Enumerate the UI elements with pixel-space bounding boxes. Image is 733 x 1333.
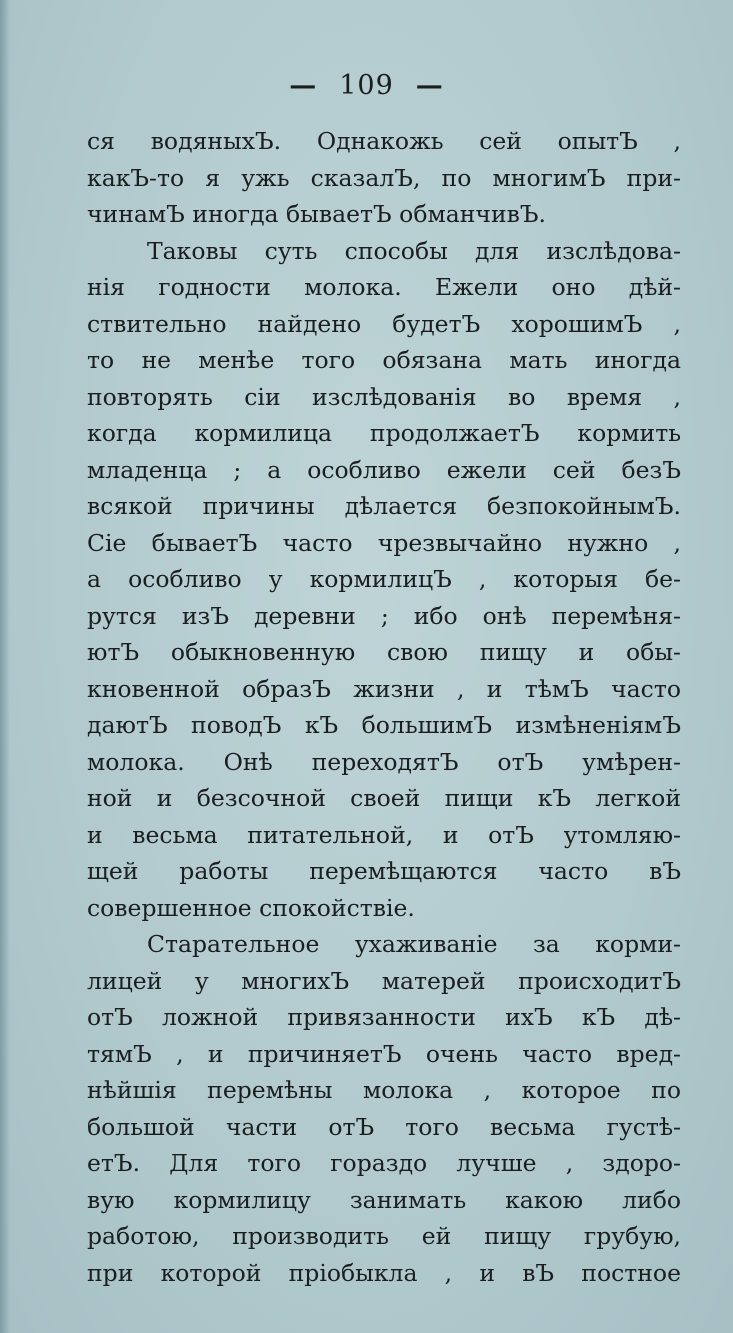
header-dash-left: — bbox=[289, 70, 318, 101]
text-line: отЪ ложной привязанности ихЪ кЪ дѣ- bbox=[87, 1003, 681, 1031]
text-line: совершенное спокойствіе. bbox=[87, 893, 415, 922]
text-line: ютЪ обыкновенную свою пищу и обы- bbox=[87, 638, 681, 666]
text-line: при которой пріобыкла , и вЪ постное bbox=[87, 1258, 681, 1287]
body-text bbox=[87, 123, 681, 1291]
text-line: тямЪ , и причиняетЪ очень часто вред- bbox=[87, 1039, 681, 1068]
text-line: рутся изЪ деревни ; ибо онѣ перемѣня- bbox=[87, 601, 681, 630]
text-line: когда кормилица продолжаетЪ кормить bbox=[87, 419, 681, 447]
header-dash-right: — bbox=[415, 70, 444, 101]
text-line: работою, производить ей пищу грубую, bbox=[87, 1222, 681, 1250]
text-line: всякой причины дѣлается безпокойнымЪ. bbox=[87, 492, 681, 520]
text-line: младенца ; а особливо ежели сей безЪ bbox=[87, 455, 681, 484]
text-line: ной и безсочной своей пищи кЪ легкой bbox=[87, 784, 681, 812]
text-line: какЪ-то я ужь сказалЪ, по многимЪ при- bbox=[87, 163, 681, 192]
text-line: а особливо у кормилицЪ , которыя бе- bbox=[87, 565, 681, 593]
page-number: 109 bbox=[339, 70, 394, 101]
text-line: нѣйшія перемѣны молока , которое по bbox=[87, 1076, 681, 1104]
text-line: Таковы суть способы для изслѣдова- bbox=[147, 236, 681, 265]
text-line: етЪ. Для того гораздо лучше , здоро- bbox=[87, 1149, 681, 1177]
page-header bbox=[0, 70, 733, 101]
text-line: ствительно найдено будетЪ хорошимЪ , bbox=[87, 309, 681, 338]
text-line: повторять сіи изслѣдованія во время , bbox=[87, 382, 681, 411]
text-line: ся водяныхЪ. Однакожь сей опытЪ , bbox=[87, 127, 681, 155]
text-line: кновенной образЪ жизни , и тѣмЪ часто bbox=[87, 674, 681, 703]
text-line: даютЪ поводЪ кЪ большимЪ измѣненіямЪ bbox=[87, 711, 681, 739]
text-line: и весьма питательной, и отЪ утомляю- bbox=[87, 820, 681, 849]
text-line: чинамЪ иногда бываетЪ обманчивЪ. bbox=[87, 200, 546, 228]
text-line: Сіе бываетЪ часто чрезвычайно нужно , bbox=[87, 528, 681, 557]
text-line: нія годности молока. Ежели оно дѣй- bbox=[87, 273, 681, 301]
text-line: Старательное ухаживаніе за корми- bbox=[147, 930, 681, 958]
text-line: то не менѣе того обязана мать иногда bbox=[87, 346, 681, 374]
text-line: вую кормилицу занимать какою либо bbox=[87, 1185, 681, 1214]
text-line: щей работы перемѣщаются часто вЪ bbox=[87, 857, 681, 885]
text-line: молока. Онѣ переходятЪ отЪ умѣрен- bbox=[87, 747, 681, 776]
page-edge-shadow bbox=[0, 0, 10, 1333]
text-line: лицей у многихЪ матерей происходитЪ bbox=[87, 966, 681, 995]
text-line: большой части отЪ того весьма густѣ- bbox=[87, 1112, 681, 1141]
